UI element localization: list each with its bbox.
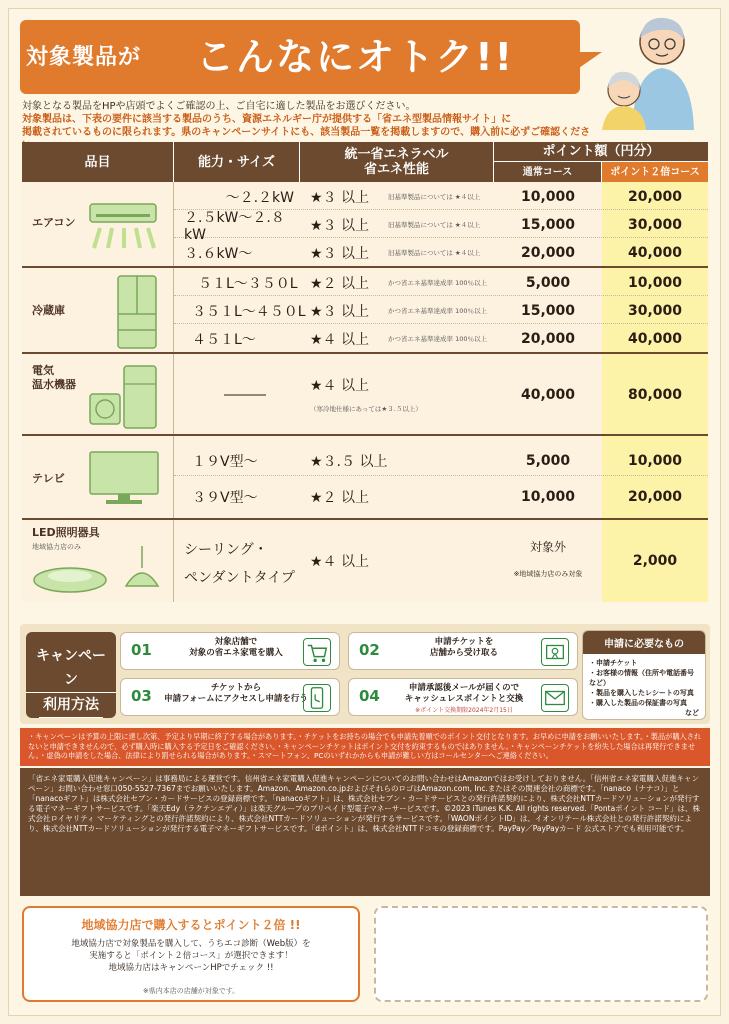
star-cell: ★２ 以上 [310, 490, 370, 506]
note-cell: かつ省エネ基準達成率 100％以上 [388, 335, 487, 343]
step-number: 03 [131, 687, 152, 705]
double-points-cell: 40,000 [627, 245, 683, 261]
normal-points-cell: 40,000 [520, 387, 576, 403]
air-conditioner-icon [86, 202, 160, 252]
double-points-cell: 20,000 [627, 188, 683, 205]
category-aircon: エアコン [32, 216, 76, 229]
step-02 [348, 632, 578, 670]
table-row [174, 326, 708, 352]
list-item: ・製品を購入したレシートの写真 [589, 689, 694, 697]
step-number: 01 [131, 641, 152, 659]
normal-points-cell: 15,000 [520, 216, 576, 233]
step-text-line1: 申請チケットを [434, 637, 494, 647]
double-points-cell: 20,000 [627, 489, 683, 505]
header-label [300, 142, 494, 182]
star-cell: ★４ 以上 [310, 332, 370, 348]
capacity-cell: ３９V型～ [192, 490, 258, 506]
star-cell: ★３ 以上 [310, 246, 370, 262]
table-row [174, 368, 708, 422]
led-light-icon [30, 546, 170, 598]
double-points-cell: 10,000 [627, 452, 683, 469]
table-row [174, 446, 708, 476]
double-points-cell: 10,000 [627, 274, 683, 291]
category-led-sub: 地域協力店のみ [32, 543, 81, 551]
header-double-course: ポイント２倍コース [602, 162, 708, 182]
local-store-line1: 地域協力店で対象製品を購入して、うちエコ診断（Web版）を [71, 939, 311, 949]
header-category: 品目 [22, 142, 174, 182]
local-store-line3: 地域協力店はキャンペーンHPでチェック !! [108, 963, 274, 973]
required-items-title: 申請に必要なもの [583, 631, 705, 654]
local-store-text [24, 938, 358, 974]
campaign-usage-section [20, 624, 710, 724]
star-cell: ★２ 以上 [310, 275, 370, 292]
step-text-line2: 店舗から受け取る [429, 648, 498, 658]
step-number: 04 [359, 687, 380, 705]
double-points-cell: 30,000 [627, 216, 683, 233]
usage-label-line1: キャンペーン [26, 644, 116, 693]
intro-line-3: 掲載されているものに限られます。県のキャンペーンサイトにも、該当製品一覧を掲載しますので、購入前に必ずご確認くださ [22, 127, 591, 138]
normal-points-cell: 5,000 [525, 274, 571, 291]
category-tv: テレビ [32, 472, 65, 485]
step-text-line1: 対象店舗で [214, 637, 258, 647]
star-cell: ★３ 以上 [310, 217, 370, 234]
table-row [174, 298, 708, 324]
step-text-line2: キャッシュレスポイントと交換 [404, 694, 524, 704]
step-text-line2: 対象の省エネ家電を購入 [189, 648, 283, 658]
group-aircon [22, 182, 708, 268]
table-row [174, 240, 708, 266]
star-cell: ★４ 以上 [310, 554, 370, 570]
capacity-cell-line2: ペンダントタイプ [184, 570, 295, 586]
note-cell: 旧基準製品については ★４以上 [388, 220, 481, 229]
header-points: ポイント額（円分） [494, 142, 708, 162]
step-text-line2: 申請フォームにアクセスし申請を行う [164, 694, 308, 704]
step-text-line1: チケットから [210, 683, 262, 693]
capacity-cell: ～２.２kW [225, 189, 294, 206]
capacity-cell: １９V型～ [192, 453, 258, 470]
group-fridge [22, 268, 708, 354]
group-water-heater [22, 354, 708, 436]
normal-points-note: ※地域協力店のみ対象 [513, 570, 583, 578]
header-label-line1: 統一省エネラベル [344, 147, 449, 162]
group-tv [22, 436, 708, 520]
star-cell: ★３ 以上 [310, 189, 370, 206]
capacity-cell: ５１L～３５０L [198, 275, 298, 292]
step-text [389, 637, 539, 659]
normal-points-cell: 対象外 [529, 539, 566, 554]
capacity-cell: ――― [224, 387, 266, 403]
intro-line-1: 対象となる製品をHPや店頭でよくご確認の上、ご自宅に適した製品をお選びください。 [22, 101, 416, 112]
step-number: 02 [359, 641, 380, 659]
water-heater-icon [88, 364, 162, 430]
local-store-title: 地域協力店で購入するとポイント２倍 !! [81, 918, 301, 932]
normal-points-cell: 10,000 [520, 489, 576, 505]
step-04 [348, 678, 578, 716]
step-note: ※ポイント交換期限2024年2月15日 [415, 707, 513, 714]
category-water-heater [32, 364, 76, 392]
smartphone-tap-icon [303, 684, 331, 712]
local-store-note: ※県内本店の店舗が対象です。 [142, 987, 240, 995]
double-points-cell: 80,000 [627, 387, 683, 403]
category-led-name: LED照明器具 [32, 526, 100, 539]
note-cell: 旧基準製品については ★４以上 [388, 192, 481, 201]
local-store-box [22, 906, 360, 1002]
capacity-cell: シーリング・ [184, 542, 268, 558]
star-cell: ★４ 以上 [310, 378, 370, 394]
title-big: こんなにオトク!! [196, 35, 514, 79]
table-row [174, 482, 708, 512]
legal-notes: 「省エネ家電購入促進キャンペーン」は事務局による運営です。信州省エネ家電購入促進キャンペーンについてのお問い合わせはAmazonではお受けしておりません。「信州省エネ家電購入促進キャンペーン」お問い合わせ窓口050-5527-7367までお願いいたします。Amazon、Amazon.co.jpおよびそれらのロゴはAmazon.com, Inc.またはその関連会社の商標です。「nanaco（ナナコ）」と「nanacoギフト」は株式会社セブン・カードサービスの登録商標です。「nanacoギフト」は、株式会社セブン・カードサービスとの発行許諾契約により、株式会社NTTカードソリューションが発行する電子マネーギフトサービスです。「楽天Edy（ラクテンエディ）」は楽天グループのプリペイド型電子マネーサービスです。©2023 iTunes K.K. All rights reserved.「Pontaポイント コード」は、株式会社ロイヤリティ マーケティングとの発行許諾契約により、株式会社NTTカードソリューションが発行するサービスです。「WAONポイントID」は、イオンリテール株式会社との発行許諾契約により、株式会社NTTカードソリューションが発行する電子マネーギフトサービスです。「dポイント」は、株式会社NTTドコモの登録商標です。PayPay／PayPayカード 公式ストアでも利用可能です。 [20, 768, 710, 896]
header-normal-course: 通常コース [494, 162, 602, 182]
step-03 [120, 678, 340, 716]
normal-points-cell: 10,000 [520, 188, 576, 205]
list-item-etc: など [685, 709, 699, 717]
blank-stamp-area [374, 906, 708, 1002]
step-text [161, 637, 311, 659]
category-fridge: 冷蔵庫 [32, 304, 65, 317]
warning-notes: ・キャンペーンは予算の上限に達し次第、予定より早期に終了する場合があります。・チケットをお持ちの場合でも申請先着順でのポイント交付となります。お早めに申請をお願いいたします。・製品が購入されないと申請できませんので、必ず購入時に購入する予定日をご確認ください。・キャンペーンチケットはポイント交付を約束するものではありません。・キャンペーンチケットを紛失した場合は再発行できません。・虚偽の申請をした場合、法律により罰せられる場合があります。・スマートフォン、PCのいずれかからも申請が難しい方はコールセンターへご連絡ください。 [20, 728, 710, 766]
usage-label-line2: 利用方法 [39, 693, 103, 718]
group-led [22, 520, 708, 602]
star-cell: ★３ 以上 [310, 303, 370, 320]
required-items-list [583, 654, 705, 722]
title-small: 対象製品が [26, 45, 142, 70]
note-cell: かつ省エネ基準達成率 100％以上 [388, 306, 487, 315]
category-water-heater-line2: 温水機器 [32, 378, 76, 391]
table-row [174, 524, 708, 598]
normal-points-cell: 20,000 [520, 245, 576, 261]
step-text [389, 683, 539, 716]
normal-points-cell: 5,000 [525, 452, 571, 469]
double-points-cell: 2,000 [632, 553, 678, 569]
required-items-box [582, 630, 706, 720]
usage-label [26, 632, 116, 718]
double-points-cell: 30,000 [627, 302, 683, 319]
normal-points-cell: 15,000 [520, 302, 576, 319]
normal-points-cell: 20,000 [520, 331, 576, 347]
category-water-heater-line1: 電気 [32, 364, 54, 377]
header-label-line2: 省エネ性能 [363, 162, 429, 177]
television-icon [88, 450, 160, 508]
refrigerator-icon [114, 274, 160, 350]
table-row [174, 270, 708, 296]
step-01 [120, 632, 340, 670]
list-item: ・お客様の情報（住所や電話番号など） [589, 669, 694, 687]
shopping-cart-icon [303, 638, 331, 666]
double-points-cell: 40,000 [627, 331, 683, 347]
star-cell: ★３.５ 以上 [310, 453, 388, 470]
points-table [22, 142, 708, 602]
intro-line-2: 対象製品は、下表の要件に該当する製品のうち、資源エネルギー庁が提供する「省エネ型製品情報サイト」に [22, 114, 512, 125]
table-row [174, 209, 708, 243]
ticket-icon [541, 638, 569, 666]
step-text [161, 683, 311, 705]
capacity-cell: ２.５kW～２.８kW [184, 209, 285, 243]
capacity-cell: ３.６kW～ [184, 246, 253, 262]
list-item: ・購入した製品の保証書の写真 [589, 699, 687, 707]
step-text-line1: 申請承認後メールが届くので [408, 683, 520, 693]
header-capacity: 能力・サイズ [174, 142, 300, 182]
note-cell: 旧基準製品については ★４以上 [388, 249, 481, 257]
capacity-cell: ３５１L～４５０L [192, 303, 306, 320]
capacity-cell: ４５１L～ [192, 332, 256, 348]
family-illustration [592, 10, 712, 130]
list-item: ・申請チケット [589, 659, 638, 667]
local-store-line2: 実施すると「ポイント２倍コース」が選択できます！ [89, 951, 293, 961]
note-cell: （寒冷地仕様にあっては★３.５以上） [310, 405, 422, 413]
mail-icon [541, 684, 569, 712]
note-cell: かつ省エネ基準達成率 100％以上 [388, 278, 487, 287]
table-header [22, 142, 708, 182]
